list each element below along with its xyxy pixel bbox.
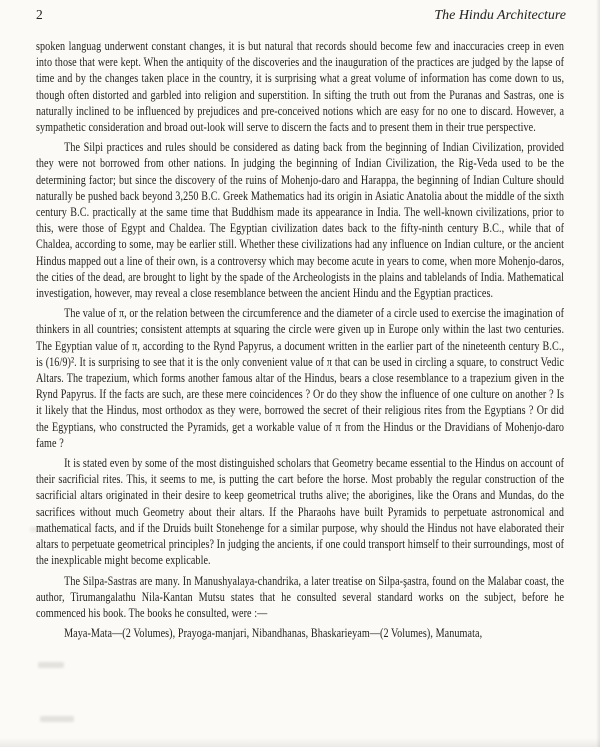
page-number: 2 <box>36 7 43 22</box>
ink-bleed-artifact <box>40 716 74 722</box>
paragraph-5: The Silpa-Sastras are many. In Manushyalaya-chandrika, a later treatise on Silpa-şastra, found on the Malabar coast, the author, Tirumangalathu Nila-Kantan Mutsu states that he consulted several standard works on the subject, before he commenced his book. The books he consulted, were :— <box>36 572 565 620</box>
ink-bleed-artifact <box>38 662 64 668</box>
paragraph-4: It is stated even by some of the most distinguished scholars that Geometry became essential to the Hindus on account of their sacrificial rites. This, it seems to me, is putting the cart before the horse. Most probably the regular construction of the sacrificial altars originated in their desire to keep geometrical truths alive; the aborigines, like the Orans and Mundas, do the sacrifices without much Geometry about their altars. If the Pharaohs have built Pyramids to perpetuate astronomical and mathematical facts, and if the Druids built Stonehenge for a similar purpose, why should the Hindus not have elaborated their altars to perpetuate geometrical principles? In judging the ancients, if one could transport himself to their surroundings, most of the inexplicable might become explicable. <box>36 455 565 568</box>
paragraph-6-book-list: Maya-Mata—(2 Volumes), Prayoga-manjari, Nibandhanas, Bhaskarieyam—(2 Volumes), Manumata, <box>64 625 483 641</box>
running-title: The Hindu Architecture <box>434 8 566 23</box>
page-body <box>36 38 564 641</box>
paragraph-1: spoken languag underwent constant changes, it is but natural that records should become few and inaccuracies creep in even into those that were kept. When the antiquity of the discoveries and the inauguration of the practices are judged by the lapse of time and by the changes taken place in the country, it is surprising what a great volume of information has come down to us, though often distorted and garbled into religion and superstition. In sifting the truth out from the Puranas and Sastras, one is naturally inclined to be influenced by prejudices and pre-conceived notions which are easy for no one to discard. However, a sympathetic consideration and broad out-look will serve to discern the facts and to present them in their true perspective. <box>36 38 565 135</box>
page-header <box>36 6 566 25</box>
paragraph-2: The Silpi practices and rules should be considered as dating back from the beginning of Indian Civilization, provided they were not borrowed from other nations. In judging the beginning of Indian Civilization, the Rig-Veda used to be the determining factor; but since the discovery of the ruins of Mohenjo-daro and Harappa, the beginning of Indian Culture should naturally be pushed back beyond 3,250 B.C. Greek Mathematics had its origin in Asiatic Anatolia about the middle of the sixth century B.C. practically at the same time that Buddhism made its appearance in India. The well-known civilizations, prior to this, were those of Egypt and Chaldea. The Egyptian civilization dates back to the fifty-ninth century B.C., while that of Chaldea, according to some, may be earlier still. Whether these civilizations had any influence on Indian culture, or the ancient Hindus mapped out a line of their own, is a controversy which may become acute in years to come, when more Mohenjo-daros, the cities of the dead, are brought to light by the spade of the Archeologists in the plains and tablelands of India. Mathematical investigation, however, may reveal a close resemblance between the ancient Hindu and the Egyptian practices. <box>36 139 565 301</box>
paragraph-3: The value of π, or the relation between the circumference and the diameter of a circle used to exercise the imagination of thinkers in all countries; consistent attempts at squaring the circle were given up in Europe only within the last two centuries. The Egyptian value of π, according to the Rynd Papyrus, a document written in the earlier part of the nineteenth century B.C., is (16/9)². It is surprising to see that it is the only convenient value of π that can be used in circling a square, to construct Vedic Altars. The trapezium, which forms another famous altar of the Hindus, bears a close resemblance to a trapezium given in the Rynd Papyrus. If the facts are such, are these mere coincidences ? Or do they show the influence of one culture on another ? Is it likely that the Hindus, most orthodox as they were, borrowed the secret of their religious rites from the Egyptians ? Or did the Egyptians, who constructed the Pyramids, get a workable value of π from the Hindus or the Dravidians of Mohenjo-daro fame ? <box>36 305 565 450</box>
